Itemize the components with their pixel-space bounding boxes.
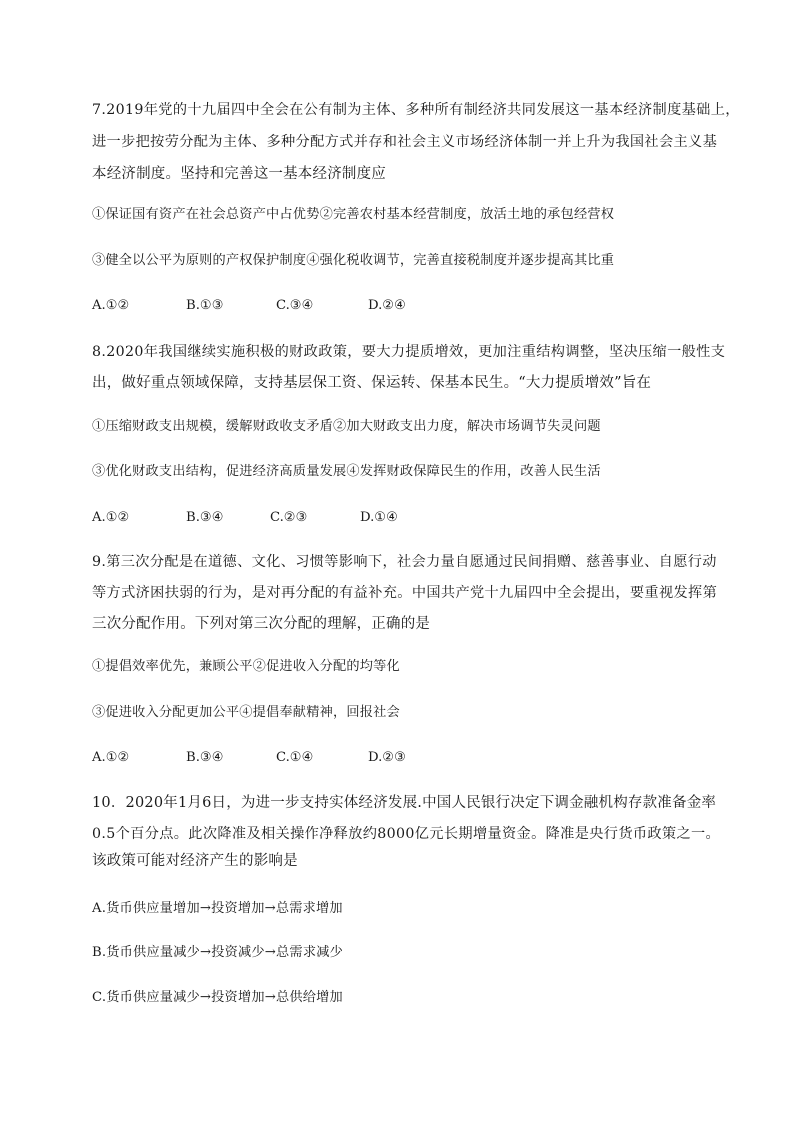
- q10-option-a: A.货币供应量增加→投资增加→总需求增加: [92, 901, 343, 916]
- q8-choice-d: D.①④: [360, 510, 398, 525]
- q8-stem-line-1: 8.2020年我国继续实施积极的财政政策，要大力提质增效，更加注重结构调整，坚决压缩一般性支: [92, 344, 726, 360]
- q8-choice-b: B.③④: [186, 510, 224, 525]
- q9-stem-line-3: 三次分配作用。下列对第三次分配的理解，正确的是: [92, 616, 431, 632]
- q9-choice-c: C.①④: [276, 750, 314, 765]
- q10-option-c: C.货币供应量减少→投资增加→总供给增加: [92, 990, 343, 1005]
- q7-statement-2: ③健全以公平为原则的产权保护制度④强化税收调节，完善直接税制度并逐步提高其比重: [92, 253, 615, 268]
- q9-choice-d: D.②③: [368, 750, 406, 765]
- q7-statement-1: ①保证国有资产在社会总资产中占优势②完善农村基本经营制度，放活土地的承包经营权: [92, 207, 615, 222]
- q9-choice-a: A.①②: [92, 750, 130, 765]
- q9-statement-2: ③促进收入分配更加公平④提倡奉献精神，回报社会: [92, 705, 400, 720]
- q10-option-b: B.货币供应量减少→投资减少→总需求减少: [92, 945, 343, 960]
- q8-statement-1: ①压缩财政支出规模，缓解财政收支矛盾②加大财政支出力度，解决市场调节失灵问题: [92, 419, 601, 434]
- q10-stem-line-1: 10．2020年1月6日，为进一步支持实体经济发展.中国人民银行决定下调金融机构存款准备金率: [92, 795, 717, 811]
- q8-statement-2: ③优化财政支出结构，促进经济高质量发展④发挥财政保障民生的作用，改善人民生活: [92, 464, 601, 479]
- q7-choice-d: D.②④: [368, 298, 406, 313]
- q7-stem-line-2: 进一步把按劳分配为主体、多种分配方式并存和社会主义市场经济体制一并上升为我国社会主义基: [92, 134, 718, 150]
- q8-choice-a: A.①②: [92, 510, 130, 525]
- q7-stem-line-1: 7.2019年党的十九届四中全会在公有制为主体、多种所有制经济共同发展这一基本经济制度基础上，: [92, 102, 740, 118]
- q10-stem-line-3: 该政策可能对经济产生的影响是: [92, 853, 298, 869]
- q9-choice-b: B.③④: [186, 750, 224, 765]
- q8-choice-c: C.②③: [270, 510, 308, 525]
- q9-stem-line-2: 等方式济困扶弱的行为，是对再分配的有益补充。中国共产党十九届四中全会提出，要重视发挥第: [92, 585, 718, 601]
- q9-stem-line-1: 9.第三次分配是在道德、文化、习惯等影响下，社会力量自愿通过民间捐赠、慈善事业、自愿行动: [92, 554, 717, 570]
- q9-statement-1: ①提倡效率优先，兼顾公平②促进收入分配的均等化: [92, 659, 400, 674]
- q7-choice-a: A.①②: [92, 298, 130, 313]
- q7-choice-c: C.③④: [276, 298, 314, 313]
- q7-stem-line-3: 本经济制度。坚持和完善这一基本经济制度应: [92, 166, 386, 182]
- q10-stem-line-2: 0.5个百分点。此次降准及相关操作净释放约8000亿元长期增量资金。降准是央行货币政策之一。: [92, 826, 721, 842]
- q7-choice-b: B.①③: [186, 298, 224, 313]
- q8-stem-line-2: 出，做好重点领域保障，支持基层保工资、保运转、保基本民生。“大力提质增效”旨在: [92, 375, 652, 391]
